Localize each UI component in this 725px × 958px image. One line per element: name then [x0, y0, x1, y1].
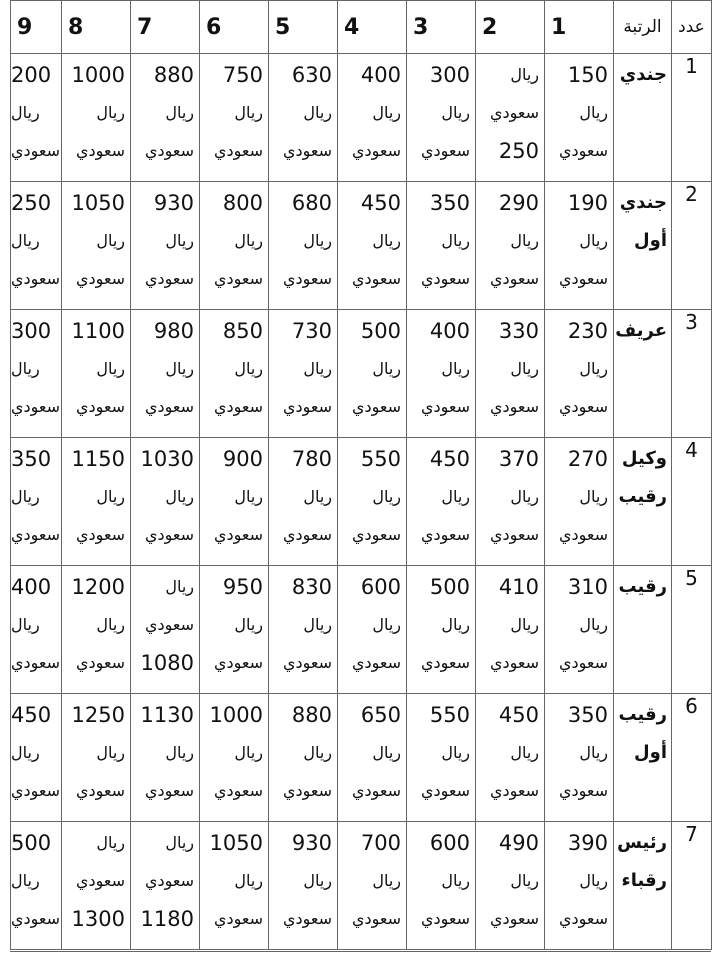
salary-amount: 1130 [140, 703, 194, 727]
currency-label: سعودي [558, 525, 608, 544]
currency-label: سعودي [420, 397, 470, 416]
currency-label: ريال [579, 103, 608, 122]
currency-label: ريال [11, 487, 40, 506]
currency-label: ريال [234, 487, 263, 506]
salary-cell [269, 438, 338, 566]
currency-label: سعودي [558, 141, 608, 160]
salary-amount: 270 [567, 447, 608, 471]
currency-label: ريال [165, 577, 194, 596]
currency-label: ريال [372, 615, 401, 634]
currency-label: ريال [303, 615, 332, 634]
salary-amount: 500 [429, 575, 470, 599]
rank-label: رقيب [618, 704, 667, 725]
header-col-7: 7 [131, 1, 200, 54]
salary-amount: 600 [360, 575, 401, 599]
salary-amount: 410 [498, 575, 539, 599]
salary-cell [11, 54, 62, 182]
table-row [11, 566, 712, 694]
currency-label: ريال [234, 871, 263, 890]
header-col-3: 3 [407, 1, 476, 54]
salary-cell [545, 438, 614, 566]
currency-label: سعودي [558, 269, 608, 288]
salary-cell [407, 310, 476, 438]
currency-label: سعودي [489, 653, 539, 672]
currency-label: ريال [579, 615, 608, 634]
salary-amount: 450 [498, 703, 539, 727]
salary-amount: 450 [429, 447, 470, 471]
currency-label: ريال [303, 487, 332, 506]
table-row [11, 694, 712, 822]
currency-label: سعودي [351, 141, 401, 160]
salary-amount: 680 [291, 191, 332, 215]
currency-label: ريال [96, 615, 125, 634]
currency-label: ريال [441, 743, 470, 762]
salary-cell [200, 438, 269, 566]
salary-amount: 930 [153, 191, 194, 215]
salary-amount: 400 [429, 319, 470, 343]
currency-label: ريال [165, 487, 194, 506]
salary-cell [338, 822, 407, 950]
salary-cell [545, 694, 614, 822]
currency-label: سعودي [282, 269, 332, 288]
rank-label: وكيل [621, 448, 667, 469]
header-index: عدد [672, 1, 712, 54]
salary-amount: 750 [222, 63, 263, 87]
currency-label: سعودي [75, 871, 125, 890]
salary-cell [62, 822, 131, 950]
row-index: 3 [672, 310, 712, 438]
currency-label: ريال [11, 871, 40, 890]
currency-label: سعودي [144, 397, 194, 416]
currency-label: سعودي [75, 269, 125, 288]
header-col-5: 5 [269, 1, 338, 54]
salary-amount: 330 [498, 319, 539, 343]
salary-amount: 950 [222, 575, 263, 599]
currency-label: ريال [96, 487, 125, 506]
currency-label: ريال [441, 359, 470, 378]
salary-cell [476, 310, 545, 438]
currency-label: ريال [96, 833, 125, 852]
currency-label: ريال [11, 359, 40, 378]
salary-cell [407, 822, 476, 950]
salary-cell [11, 438, 62, 566]
salary-table [10, 0, 712, 950]
salary-cell [200, 310, 269, 438]
salary-amount: 850 [222, 319, 263, 343]
salary-amount: 730 [291, 319, 332, 343]
header-rank: الرتبة [614, 1, 672, 54]
rank-cell [614, 694, 672, 822]
header-row [11, 1, 712, 54]
salary-cell [131, 566, 200, 694]
salary-amount: 880 [153, 63, 194, 87]
table-row [11, 54, 712, 182]
salary-amount: 630 [291, 63, 332, 87]
currency-label: سعودي [282, 653, 332, 672]
currency-label: سعودي [282, 909, 332, 928]
salary-amount: 1000 [71, 63, 125, 87]
salary-amount: 150 [567, 63, 608, 87]
header-col-9: 9 [11, 1, 62, 54]
rank-cell [614, 566, 672, 694]
currency-label: سعودي [282, 397, 332, 416]
salary-amount: 830 [291, 575, 332, 599]
salary-cell [11, 566, 62, 694]
currency-label: ريال [303, 871, 332, 890]
salary-cell [11, 310, 62, 438]
currency-label: سعودي [420, 781, 470, 800]
salary-cell [545, 310, 614, 438]
currency-label: سعودي [489, 103, 539, 122]
currency-label: سعودي [213, 909, 263, 928]
table-row [11, 822, 712, 950]
salary-amount: 1030 [140, 447, 194, 471]
salary-amount: 1000 [209, 703, 263, 727]
salary-amount: 310 [567, 575, 608, 599]
rank-label: جندي [619, 64, 667, 85]
salary-cell [200, 822, 269, 950]
currency-label: سعودي [420, 909, 470, 928]
currency-label: ريال [510, 743, 539, 762]
salary-cell [11, 694, 62, 822]
currency-label: ريال [96, 743, 125, 762]
currency-label: ريال [234, 103, 263, 122]
currency-label: ريال [372, 231, 401, 250]
salary-cell [62, 438, 131, 566]
currency-label: ريال [11, 231, 40, 250]
header-col-6: 6 [200, 1, 269, 54]
currency-label: سعودي [351, 653, 401, 672]
salary-amount: 390 [567, 831, 608, 855]
salary-cell [131, 438, 200, 566]
currency-label: سعودي [351, 397, 401, 416]
salary-amount: 1250 [71, 703, 125, 727]
salary-cell [62, 182, 131, 310]
currency-label: ريال [441, 615, 470, 634]
currency-label: ريال [372, 103, 401, 122]
currency-label: ريال [441, 231, 470, 250]
currency-label: سعودي [144, 525, 194, 544]
salary-cell [338, 438, 407, 566]
salary-amount: 780 [291, 447, 332, 471]
salary-cell [407, 438, 476, 566]
rank-label: رقيب [618, 486, 667, 507]
table-row [11, 182, 712, 310]
currency-label: ريال [579, 487, 608, 506]
salary-amount: 880 [291, 703, 332, 727]
salary-cell [131, 182, 200, 310]
salary-cell [269, 566, 338, 694]
currency-label: سعودي [213, 525, 263, 544]
currency-label: ريال [441, 103, 470, 122]
currency-label: ريال [579, 359, 608, 378]
salary-cell [476, 438, 545, 566]
salary-cell [338, 54, 407, 182]
salary-cell [338, 694, 407, 822]
currency-label: ريال [372, 871, 401, 890]
currency-label: سعودي [144, 615, 194, 634]
currency-label: سعودي [144, 781, 194, 800]
currency-label: سعودي [11, 141, 61, 160]
row-index: 6 [672, 694, 712, 822]
currency-label: ريال [510, 615, 539, 634]
currency-label: سعودي [213, 653, 263, 672]
salary-cell [407, 54, 476, 182]
salary-amount: 1300 [71, 907, 125, 931]
currency-label: سعودي [282, 525, 332, 544]
salary-cell [269, 694, 338, 822]
salary-amount: 1080 [140, 651, 194, 675]
salary-amount: 1150 [71, 447, 125, 471]
currency-label: سعودي [420, 525, 470, 544]
salary-amount: 450 [360, 191, 401, 215]
salary-cell [269, 310, 338, 438]
currency-label: ريال [579, 871, 608, 890]
currency-label: سعودي [213, 397, 263, 416]
currency-label: سعودي [75, 397, 125, 416]
salary-amount: 290 [498, 191, 539, 215]
currency-label: سعودي [213, 781, 263, 800]
salary-cell [11, 822, 62, 950]
salary-amount: 800 [222, 191, 263, 215]
currency-label: ريال [96, 231, 125, 250]
currency-label: ريال [510, 871, 539, 890]
salary-amount: 370 [498, 447, 539, 471]
salary-cell [476, 822, 545, 950]
salary-cell [338, 182, 407, 310]
currency-label: ريال [234, 231, 263, 250]
currency-label: ريال [579, 743, 608, 762]
salary-cell [476, 566, 545, 694]
row-index: 4 [672, 438, 712, 566]
table-row [11, 310, 712, 438]
currency-label: سعودي [75, 525, 125, 544]
currency-label: ريال [441, 871, 470, 890]
salary-amount: 190 [567, 191, 608, 215]
currency-label: سعودي [489, 397, 539, 416]
row-index: 5 [672, 566, 712, 694]
currency-label: ريال [234, 615, 263, 634]
currency-label: سعودي [558, 653, 608, 672]
salary-amount: 250 [498, 139, 539, 163]
salary-amount: 350 [11, 447, 52, 471]
currency-label: ريال [165, 231, 194, 250]
currency-label: سعودي [11, 269, 61, 288]
currency-label: ريال [165, 103, 194, 122]
currency-label: ريال [579, 231, 608, 250]
salary-cell [476, 182, 545, 310]
currency-label: سعودي [11, 781, 61, 800]
currency-label: سعودي [489, 909, 539, 928]
rank-label: رقباء [621, 870, 667, 891]
salary-amount: 980 [153, 319, 194, 343]
salary-cell [200, 54, 269, 182]
salary-cell [269, 822, 338, 950]
header-col-8: 8 [62, 1, 131, 54]
header-col-1: 1 [545, 1, 614, 54]
currency-label: سعودي [213, 269, 263, 288]
salary-amount: 550 [429, 703, 470, 727]
salary-amount: 350 [567, 703, 608, 727]
currency-label: سعودي [489, 781, 539, 800]
rank-label: رئيس [617, 832, 667, 853]
currency-label: سعودي [11, 909, 61, 928]
bottom-border [10, 951, 711, 952]
salary-cell [269, 182, 338, 310]
currency-label: ريال [441, 487, 470, 506]
currency-label: سعودي [282, 781, 332, 800]
salary-amount: 650 [360, 703, 401, 727]
currency-label: سعودي [11, 525, 61, 544]
salary-amount: 300 [11, 319, 52, 343]
currency-label: ريال [96, 103, 125, 122]
currency-label: ريال [11, 103, 40, 122]
salary-cell [200, 182, 269, 310]
salary-cell [131, 54, 200, 182]
salary-cell [62, 694, 131, 822]
rank-cell [614, 54, 672, 182]
currency-label: سعودي [558, 781, 608, 800]
rank-label: عريف [615, 320, 667, 341]
salary-amount: 550 [360, 447, 401, 471]
currency-label: ريال [11, 615, 40, 634]
salary-amount: 250 [11, 191, 52, 215]
salary-cell [200, 566, 269, 694]
salary-amount: 1050 [209, 831, 263, 855]
salary-amount: 490 [498, 831, 539, 855]
salary-amount: 1200 [71, 575, 125, 599]
salary-cell [62, 54, 131, 182]
salary-amount: 600 [429, 831, 470, 855]
header-col-2: 2 [476, 1, 545, 54]
currency-label: ريال [510, 65, 539, 84]
salary-amount: 900 [222, 447, 263, 471]
currency-label: سعودي [144, 269, 194, 288]
currency-label: ريال [11, 743, 40, 762]
salary-amount: 1050 [71, 191, 125, 215]
salary-cell [269, 54, 338, 182]
currency-label: سعودي [420, 653, 470, 672]
salary-amount: 1180 [140, 907, 194, 931]
currency-label: سعودي [282, 141, 332, 160]
salary-cell [545, 54, 614, 182]
salary-cell [545, 182, 614, 310]
currency-label: ريال [303, 743, 332, 762]
currency-label: سعودي [351, 269, 401, 288]
currency-label: ريال [234, 743, 263, 762]
salary-amount: 200 [11, 63, 52, 87]
rank-cell [614, 182, 672, 310]
salary-cell [62, 310, 131, 438]
currency-label: سعودي [489, 269, 539, 288]
salary-amount: 300 [429, 63, 470, 87]
currency-label: سعودي [144, 141, 194, 160]
salary-cell [407, 182, 476, 310]
currency-label: ريال [510, 359, 539, 378]
currency-label: ريال [165, 743, 194, 762]
currency-label: ريال [303, 103, 332, 122]
salary-amount: 930 [291, 831, 332, 855]
salary-cell [407, 566, 476, 694]
currency-label: سعودي [75, 781, 125, 800]
rank-label: أول [634, 742, 667, 763]
salary-cell [131, 694, 200, 822]
salary-cell [200, 694, 269, 822]
salary-cell [338, 566, 407, 694]
currency-label: سعودي [351, 781, 401, 800]
currency-label: سعودي [420, 141, 470, 160]
currency-label: ريال [165, 359, 194, 378]
rank-label: جندي [619, 192, 667, 213]
rank-label: أول [634, 230, 667, 251]
rank-cell [614, 310, 672, 438]
row-index: 7 [672, 822, 712, 950]
salary-cell [545, 822, 614, 950]
header-col-4: 4 [338, 1, 407, 54]
currency-label: سعودي [213, 141, 263, 160]
table-row [11, 438, 712, 566]
salary-amount: 500 [11, 831, 52, 855]
salary-cell [62, 566, 131, 694]
salary-cell [407, 694, 476, 822]
salary-amount: 400 [11, 575, 52, 599]
currency-label: ريال [372, 743, 401, 762]
rank-label: رقيب [618, 576, 667, 597]
currency-label: سعودي [75, 141, 125, 160]
currency-label: سعودي [75, 653, 125, 672]
salary-amount: 400 [360, 63, 401, 87]
salary-cell [476, 694, 545, 822]
rank-cell [614, 438, 672, 566]
currency-label: سعودي [144, 871, 194, 890]
currency-label: سعودي [489, 525, 539, 544]
currency-label: ريال [303, 359, 332, 378]
salary-amount: 450 [11, 703, 52, 727]
salary-cell [545, 566, 614, 694]
currency-label: سعودي [351, 909, 401, 928]
salary-cell [11, 182, 62, 310]
salary-amount: 700 [360, 831, 401, 855]
currency-label: ريال [510, 231, 539, 250]
row-index: 1 [672, 54, 712, 182]
currency-label: سعودي [420, 269, 470, 288]
salary-cell [131, 822, 200, 950]
salary-amount: 1100 [71, 319, 125, 343]
currency-label: ريال [165, 833, 194, 852]
currency-label: سعودي [558, 397, 608, 416]
currency-label: ريال [372, 359, 401, 378]
currency-label: ريال [96, 359, 125, 378]
currency-label: ريال [372, 487, 401, 506]
currency-label: ريال [234, 359, 263, 378]
currency-label: سعودي [11, 397, 61, 416]
currency-label: سعودي [351, 525, 401, 544]
salary-amount: 350 [429, 191, 470, 215]
salary-cell [131, 310, 200, 438]
currency-label: ريال [510, 487, 539, 506]
salary-cell [476, 54, 545, 182]
salary-amount: 500 [360, 319, 401, 343]
rank-cell [614, 822, 672, 950]
currency-label: سعودي [558, 909, 608, 928]
row-index: 2 [672, 182, 712, 310]
currency-label: ريال [303, 231, 332, 250]
salary-cell [338, 310, 407, 438]
currency-label: سعودي [11, 653, 61, 672]
salary-amount: 230 [567, 319, 608, 343]
